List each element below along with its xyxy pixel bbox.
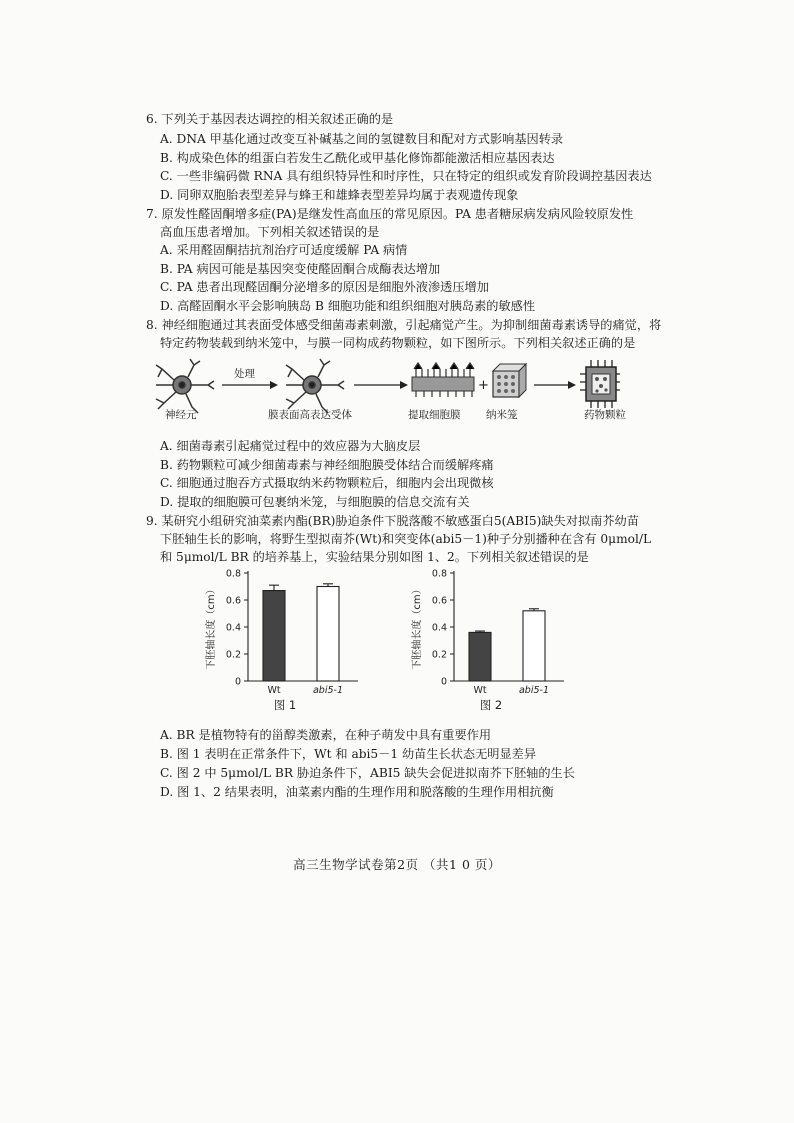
q8-figure (150, 355, 620, 425)
bar-abi5-1 (317, 587, 339, 682)
arrow-head-icon (568, 381, 576, 389)
q6-stem: 6. 下列关于基因表达调控的相关叙述正确的是 (146, 112, 394, 126)
figure-title: 图 1 (273, 698, 297, 712)
q8-option-c: C. 细胞通过胞吞方式摄取纳米药物颗粒后，细胞内会出现微核 (160, 476, 494, 490)
q6-option-a: A. DNA 甲基化通过改变互补碱基之间的氢键数目和配对方式影响基因转录 (160, 132, 564, 146)
y-tick-label: 0 (234, 676, 241, 688)
q9-stem-line1: 9. 某研究小组研究油菜素内酯(BR)胁迫条件下脱落酸不敏感蛋白5(ABI5)缺失对拟南芥幼苗 (146, 514, 639, 528)
bar-abi5-1 (523, 611, 545, 681)
q7-option-c: C. PA 患者出现醛固酮分泌增多的原因是细胞外液渗透压增加 (160, 280, 489, 294)
q7-option-d: D. 高醛固酮水平会影响胰岛 B 细胞功能和组织细胞对胰岛素的敏感性 (160, 299, 536, 313)
bar-Wt (263, 591, 285, 681)
q9-option-c: C. 图 2 中 5μmol/L BR 胁迫条件下，ABI5 缺失会促进拟南芥下胚轴的生长 (160, 766, 575, 780)
q7-stem-line1: 7. 原发性醛固酮增多症(PA)是继发性高血压的常见原因。PA 患者糖尿病发病风险较原发性 (146, 207, 634, 221)
label-nanocage: 纳米笼 (486, 409, 518, 421)
neuron-illustration (156, 359, 214, 413)
figure-title: 图 2 (479, 698, 503, 712)
receptor-neuron-illustration (286, 359, 344, 413)
q9-option-a: A. BR 是植物特有的甾醇类激素，在种子萌发中具有重要作用 (160, 728, 492, 742)
membrane-illustration (412, 363, 474, 397)
y-tick-label: 0.2 (225, 649, 241, 661)
drug-particle-illustration (580, 360, 620, 408)
x-tick-label: abi5-1 (518, 685, 550, 696)
label-membrane: 提取细胞膜 (408, 409, 461, 421)
process-label: 处理 (234, 368, 255, 380)
y-tick-label: 0.4 (431, 622, 447, 634)
q8-option-b: B. 药物颗粒可减少细菌毒素与神经细胞膜受体结合而缓解疼痛 (160, 458, 494, 472)
q8-stem-line2: 特定药物装载到纳米笼中，与膜一同构成药物颗粒，如下图所示。下列相关叙述正确的是 (160, 336, 636, 350)
x-tick-label: abi5-1 (312, 685, 344, 696)
bar-Wt (469, 632, 491, 681)
y-tick-label: 0.8 (225, 568, 241, 580)
plus-sign: + (478, 378, 489, 393)
q8-stem-line1: 8. 神经细胞通过其表面受体感受细菌毒素刺激，引起痛觉产生。为抑制细菌毒素诱导的痛觉，将 (146, 318, 662, 332)
nanocage-illustration (493, 364, 526, 397)
arrow-head-icon (270, 381, 278, 389)
y-tick-label: 0.6 (431, 595, 447, 607)
x-tick-label: Wt (473, 685, 487, 696)
q6-option-c: C. 一些非编码微 RNA 具有组织特异性和时序性，只在特定的组织或发育阶段调控基因表达 (160, 169, 652, 183)
y-tick-label: 0.2 (431, 649, 447, 661)
y-tick-label: 0.8 (431, 568, 447, 580)
y-tick-label: 0.6 (225, 595, 241, 607)
figure-2-chart (406, 565, 586, 715)
label-receptor: 膜表面高表达受体 (268, 409, 352, 421)
page-footer: 高三生物学试卷第2页 （共1 0 页） (293, 857, 501, 872)
q7-option-a: A. 采用醛固酮拮抗剂治疗可适度缓解 PA 病情 (160, 243, 408, 257)
figure-1-chart (200, 565, 380, 715)
q7-option-b: B. PA 病因可能是基因突变使醛固酮合成酶表达增加 (160, 262, 441, 276)
q6-option-d: D. 同卵双胞胎表型差异与蜂王和雄蜂表型差异均属于表观遗传现象 (160, 188, 519, 202)
y-tick-label: 0.4 (225, 622, 241, 634)
y-tick-label: 0 (440, 676, 447, 688)
q7-stem-line2: 高血压患者增加。下列相关叙述错误的是 (160, 225, 380, 239)
q8-option-d: D. 提取的细胞膜可包裹纳米笼，与细胞膜的信息交流有关 (160, 495, 470, 509)
q9-option-b: B. 图 1 表明在正常条件下，Wt 和 abi5－1 幼苗生长状态无明显差异 (160, 747, 537, 761)
q9-stem-line2: 下胚轴生长的影响，将野生型拟南芥(Wt)和突变体(abi5－1)种子分别播种在含有 0μmol/L (160, 532, 652, 546)
y-axis-label: 下胚轴长度（cm） (206, 584, 217, 670)
label-particle: 药物颗粒 (584, 409, 626, 421)
q9-option-d: D. 图 1、2 结果表明，油菜素内酯的生理作用和脱落酸的生理作用相抗衡 (160, 785, 554, 799)
q9-stem-line3: 和 5μmol/L BR 的培养基上，实验结果分别如图 1、2。下列相关叙述错误的是 (160, 550, 589, 564)
y-axis-label: 下胚轴长度（cm） (412, 584, 423, 670)
label-neuron: 神经元 (165, 409, 197, 421)
q6-option-b: B. 构成染色体的组蛋白若发生乙酰化或甲基化修饰都能激活相应基因表达 (160, 151, 555, 165)
q8-option-a: A. 细菌毒素引起痛觉过程中的效应器为大脑皮层 (160, 439, 421, 453)
arrow-head-icon (400, 381, 408, 389)
x-tick-label: Wt (267, 685, 281, 696)
